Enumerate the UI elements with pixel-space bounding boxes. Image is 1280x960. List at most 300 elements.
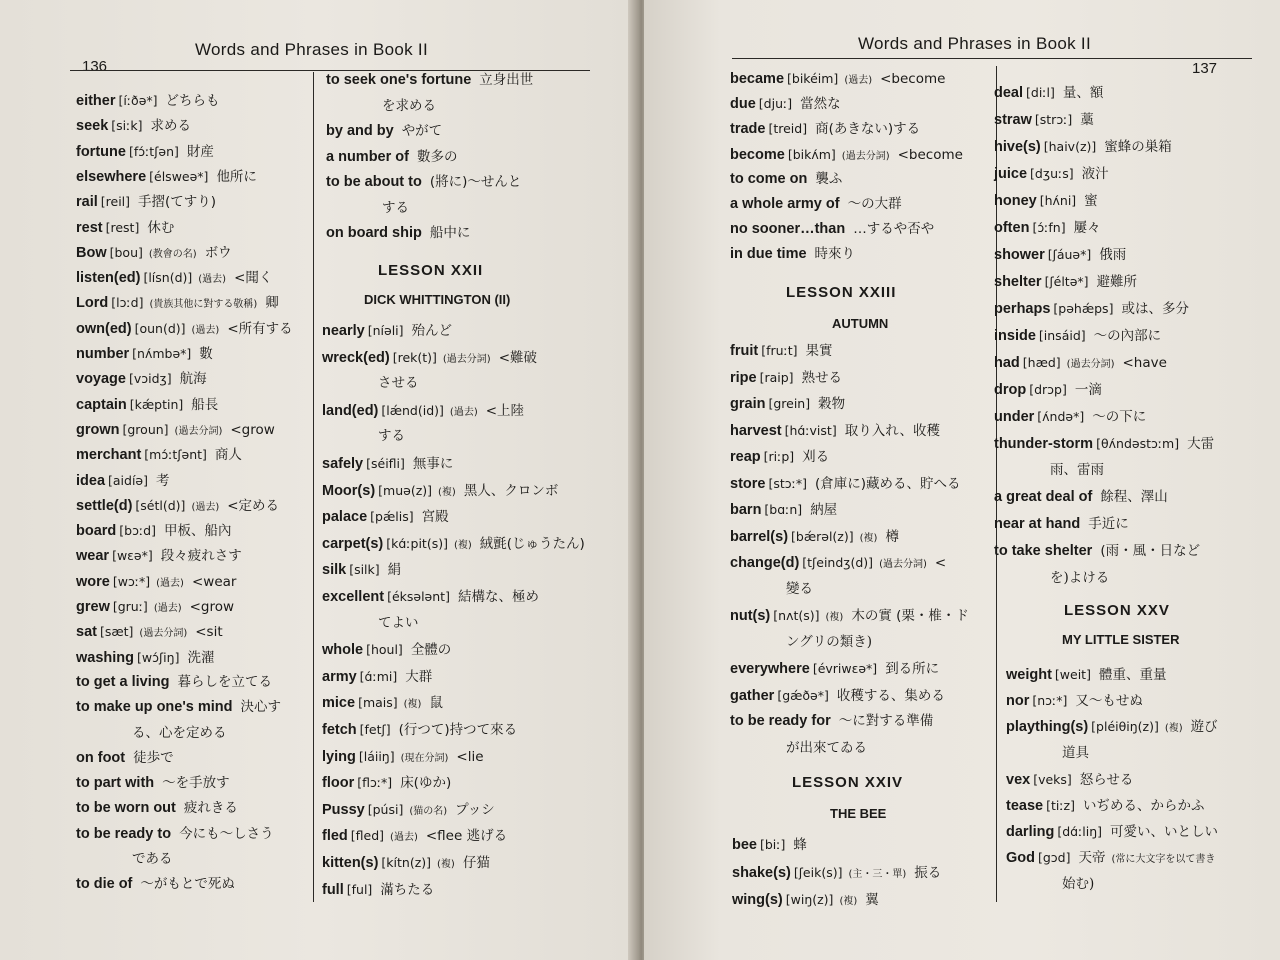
- entry-headword: kitten(s): [322, 855, 379, 871]
- entry-gloss: 避難所: [1096, 274, 1138, 290]
- glossary-entry: [76, 168, 257, 186]
- entry-gloss: 手摺(てすり): [138, 194, 217, 211]
- entry-headword: God: [1006, 850, 1035, 867]
- entry-gloss: 體重、重量: [1098, 667, 1167, 683]
- entry-pronunciation: [bǽrəl(z)]: [791, 528, 854, 544]
- glossary-entry: [994, 489, 1168, 506]
- glossary-entry: [994, 381, 1102, 399]
- entry-pronunciation: [wiŋ(z)]: [785, 892, 834, 907]
- entry-headword: carpet(s): [322, 535, 384, 552]
- entry-gloss: 〜の下に: [1092, 409, 1147, 425]
- entry-headword: deal: [994, 85, 1024, 101]
- glossary-entry: [1006, 718, 1218, 737]
- glossary-entry: [730, 607, 969, 626]
- entry-grammar-note: (過去): [153, 603, 182, 614]
- glossary-entry: [76, 421, 275, 440]
- entry-gloss: 徒歩で: [133, 749, 174, 766]
- entry-headword: to be worn out: [76, 800, 176, 817]
- entry-headword: palace: [322, 509, 368, 526]
- entry-gloss: 決心す: [240, 699, 282, 716]
- glossary-entry: [1006, 692, 1143, 710]
- entry-grammar-note: (複): [437, 859, 455, 870]
- entry-gloss: プッシ: [455, 801, 495, 818]
- glossary-entry: [76, 92, 220, 110]
- entry-headword: wreck(ed): [322, 349, 390, 366]
- entry-grammar-note: (複): [825, 612, 844, 623]
- entry-gloss: 大群: [405, 668, 433, 685]
- entry-pronunciation: [fɔ́ːtʃən]: [128, 143, 179, 159]
- entry-pronunciation: [dʒuːs]: [1030, 166, 1074, 181]
- entry-grammar-note: (過去): [191, 324, 220, 336]
- entry-gloss: 液汁: [1081, 166, 1109, 182]
- entry-pronunciation: [tiːz]: [1046, 798, 1075, 813]
- entry-grammar-note: (過去分詞): [841, 150, 890, 162]
- entry-gloss: 取り入れ、收穫: [844, 422, 941, 439]
- entry-headword: idea: [76, 472, 106, 489]
- glossary-entry: [76, 876, 235, 893]
- entry-pronunciation: [θʌ́ndəstɔːm]: [1096, 436, 1180, 451]
- entry-continuation: 道具: [1062, 744, 1089, 761]
- entry-grammar-note: (過去): [449, 406, 478, 418]
- glossary-entry: [322, 641, 451, 659]
- entry-pronunciation: [fled]: [350, 828, 385, 844]
- glossary-entry: [322, 854, 490, 873]
- entry-gloss: (雨・風・日など: [1100, 543, 1201, 559]
- entry-pronunciation: [dɑ́ːliŋ]: [1057, 824, 1103, 840]
- glossary-entry: [76, 446, 242, 464]
- glossary-entry: [730, 422, 940, 440]
- entry-headword: sat: [76, 624, 97, 641]
- entry-gloss: 宮殿: [421, 509, 449, 526]
- entry-headword: listen(ed): [76, 270, 141, 287]
- entry-pronunciation: [siːk]: [111, 118, 143, 134]
- entry-pronunciation: [évriwɛə*]: [812, 661, 878, 676]
- glossary-entry: [730, 196, 902, 213]
- glossary-entry: [326, 225, 470, 242]
- entry-grammar-note: (複): [839, 896, 858, 907]
- entry-headword: honey: [994, 193, 1037, 209]
- entry-headword: to die of: [76, 876, 133, 893]
- glossary-entry: [76, 219, 174, 237]
- entry-gloss: 俄雨: [1099, 247, 1127, 263]
- glossary-entry: [732, 864, 941, 883]
- glossary-entry: [730, 70, 945, 89]
- entry-gloss: 商人: [214, 447, 242, 464]
- glossary-entry: [76, 775, 230, 792]
- entry-gloss: 無事に: [412, 456, 454, 472]
- entry-headword: a great deal of: [994, 489, 1093, 505]
- entry-gloss: <聞く: [234, 270, 273, 287]
- entry-pronunciation: [séifli]: [366, 456, 405, 471]
- glossary-entry: [322, 774, 451, 792]
- header-rule: [732, 58, 1252, 59]
- entry-pronunciation: [púsi]: [367, 801, 404, 817]
- entry-headword: on foot: [76, 749, 126, 766]
- entry-gloss: 滿ちたる: [380, 881, 435, 898]
- entry-pronunciation: [tʃeindʒ(d)]: [802, 555, 874, 570]
- entry-gloss: 絨氈(じゅうたん): [479, 535, 585, 552]
- glossary-entry: [730, 120, 920, 138]
- entry-headword: juice: [994, 166, 1028, 182]
- entry-pronunciation: [diːl]: [1026, 85, 1055, 100]
- glossary-entry: [76, 547, 242, 565]
- entry-gloss: 商(あきない)する: [815, 121, 921, 138]
- glossary-entry: [322, 668, 432, 686]
- entry-pronunciation: [hɑ́ːvist]: [784, 422, 837, 438]
- entry-headword: nut(s): [730, 608, 771, 624]
- entry-continuation: てよい: [378, 614, 419, 631]
- entry-continuation: を求める: [382, 97, 436, 114]
- entry-headword: nearly: [322, 323, 365, 339]
- entry-pronunciation: [kítn(z)]: [381, 855, 432, 870]
- glossary-entry: [730, 660, 939, 678]
- glossary-entry: [730, 246, 855, 263]
- entry-headword: safely: [322, 456, 364, 472]
- entry-pronunciation: [djuː]: [758, 96, 793, 112]
- entry-headword: grain: [730, 396, 766, 412]
- glossary-entry: [76, 649, 214, 667]
- entry-pronunciation: [mais]: [358, 695, 398, 711]
- entry-grammar-note: (猫の名): [409, 805, 448, 817]
- entry-headword: shake(s): [732, 864, 791, 881]
- entry-headword: shelter: [994, 274, 1042, 290]
- entry-gloss: 到る所に: [885, 661, 940, 677]
- glossary-entry: [730, 95, 841, 113]
- running-head: Words and Phrases in Book II: [195, 40, 428, 59]
- entry-gloss: 〜を手放す: [162, 775, 230, 792]
- glossary-entry: [1006, 823, 1218, 841]
- entry-gloss: <sit: [195, 624, 223, 641]
- entry-continuation: する: [382, 199, 409, 216]
- glossary-entry: [730, 395, 845, 413]
- glossary-entry: [76, 522, 231, 540]
- glossary-entry: [994, 192, 1098, 210]
- entry-pronunciation: [ful]: [346, 881, 373, 897]
- entry-grammar-note: (複): [453, 539, 472, 551]
- entry-pronunciation: [wɛə*]: [112, 548, 153, 564]
- entry-headword: wing(s): [732, 892, 783, 908]
- glossary-entry: [994, 516, 1129, 533]
- entry-headword: to be ready to: [76, 825, 172, 842]
- entry-continuation: る、心を定める: [132, 724, 227, 741]
- entry-headword: everywhere: [730, 661, 810, 677]
- column-rule: [313, 72, 314, 902]
- glossary-entry: [994, 327, 1161, 345]
- glossary-entry: [730, 369, 842, 387]
- entry-gloss: <grow: [189, 599, 235, 615]
- entry-pronunciation: [stɔː*]: [768, 475, 807, 491]
- entry-grammar-note: (過去): [191, 501, 220, 513]
- glossary-entry: [994, 111, 1094, 129]
- entry-gloss: <: [934, 555, 947, 571]
- header-rule: [70, 70, 590, 71]
- entry-headword: own(ed): [76, 320, 132, 337]
- entry-pronunciation: [biː]: [760, 837, 786, 852]
- entry-headword: fortune: [76, 143, 126, 160]
- glossary-entry: [994, 543, 1200, 560]
- entry-headword: had: [994, 355, 1020, 371]
- glossary-entry: [322, 455, 453, 473]
- entry-headword: floor: [322, 775, 355, 792]
- page-number: 137: [1192, 60, 1218, 77]
- entry-headword: Moor(s): [322, 482, 376, 499]
- glossary-entry: [76, 244, 232, 263]
- glossary-entry: [326, 149, 457, 166]
- entry-pronunciation: [reil]: [100, 194, 131, 210]
- entry-pronunciation: [ɑ́ːmi]: [359, 668, 398, 684]
- entry-continuation: を)よける: [1050, 570, 1110, 586]
- entry-gloss: 蜂: [793, 837, 807, 853]
- entry-pronunciation: [raip]: [759, 369, 794, 385]
- entry-headword: fetch: [322, 722, 357, 738]
- entry-gloss: 〜がもとで死ぬ: [140, 876, 235, 893]
- page-number: 136: [82, 58, 108, 75]
- entry-pronunciation: [fetʃ]: [359, 722, 391, 737]
- entry-continuation: が出來てゐる: [786, 739, 867, 756]
- entry-pronunciation: [silk]: [349, 562, 380, 578]
- glossary-entry: [76, 573, 236, 592]
- glossary-entry: [322, 322, 452, 340]
- entry-gloss: …するや否や: [853, 221, 935, 238]
- glossary-entry: [730, 554, 946, 573]
- glossary-entry: [76, 143, 214, 161]
- entry-gloss: 暮らしを立てる: [177, 673, 272, 690]
- entry-headword: excellent: [322, 589, 385, 605]
- entry-headword: become: [730, 146, 785, 163]
- entry-headword: by and by: [326, 123, 394, 139]
- entry-headword: wore: [76, 573, 110, 590]
- glossary-entry: [730, 171, 842, 188]
- glossary-entry: [76, 598, 234, 617]
- entry-pronunciation: [lɔːd]: [111, 295, 144, 311]
- entry-pronunciation: [weit]: [1054, 667, 1091, 682]
- entry-pronunciation: [ʃeik(s)]: [793, 864, 843, 880]
- entry-headword: either: [76, 93, 116, 109]
- entry-headword: gather: [730, 687, 775, 704]
- entry-gloss: 求める: [150, 118, 191, 135]
- entry-pronunciation: [lísn(d)]: [143, 270, 193, 286]
- entry-gloss: <難破: [498, 349, 538, 366]
- lesson-title: THE BEE: [830, 806, 887, 821]
- lesson-title: DICK WHITTINGTON (II): [364, 292, 511, 307]
- glossary-entry: [76, 800, 238, 817]
- left-page: [0, 0, 636, 960]
- glossary-entry: [994, 300, 1189, 318]
- entry-headword: due: [730, 96, 756, 113]
- entry-gloss: 時來り: [814, 246, 856, 263]
- glossary-entry: [322, 694, 443, 713]
- entry-gloss: 木の實 (栗・椎・ド: [851, 608, 969, 624]
- entry-gloss: 數多の: [416, 148, 458, 165]
- entry-gloss: <become: [880, 71, 946, 87]
- entry-headword: barrel(s): [730, 528, 789, 545]
- entry-continuation: 雨、雷雨: [1050, 462, 1104, 478]
- entry-headword: to be about to: [326, 174, 422, 190]
- entry-gloss: <lie: [456, 748, 484, 765]
- lesson-heading: LESSON XXII: [378, 262, 484, 279]
- entry-pronunciation: [drɔp]: [1029, 382, 1067, 397]
- entry-gloss: (倉庫に)藏める、貯へる: [814, 475, 961, 492]
- entry-headword: to part with: [76, 775, 155, 792]
- glossary-entry: [994, 84, 1103, 102]
- entry-headword: captain: [76, 396, 127, 413]
- entry-headword: number: [76, 346, 130, 362]
- entry-gloss: 刈る: [802, 449, 830, 465]
- glossary-entry: [326, 123, 442, 140]
- entry-gloss: 全體の: [410, 642, 452, 659]
- entry-pronunciation: [gruː]: [112, 599, 148, 614]
- glossary-entry: [322, 482, 558, 501]
- entry-gloss: 殆んど: [411, 323, 453, 339]
- entry-headword: merchant: [76, 447, 142, 464]
- entry-gloss: 〜の大群: [847, 196, 902, 212]
- entry-gloss: 餘程、澤山: [1100, 489, 1168, 505]
- entry-grammar-note: (主・三・單): [848, 868, 907, 880]
- entry-headword: tease: [1006, 798, 1044, 814]
- entry-grammar-note: (複): [859, 532, 878, 544]
- entry-pronunciation: [ʃáuə*]: [1047, 247, 1092, 262]
- entry-continuation: させる: [378, 375, 419, 392]
- entry-pronunciation: [éksələnt]: [387, 589, 450, 604]
- entry-headword: washing: [76, 649, 135, 666]
- entry-headword: grown: [76, 421, 120, 438]
- entry-gloss: <定める: [227, 497, 280, 514]
- entry-pronunciation: [wɔː*]: [112, 573, 151, 589]
- entry-pronunciation: [haiv(z)]: [1043, 139, 1097, 154]
- entry-gloss: 果實: [805, 343, 833, 359]
- entry-gloss: 蜜蜂の巣箱: [1104, 139, 1172, 155]
- entry-gloss: 立身出世: [479, 72, 534, 88]
- glossary-entry: [994, 165, 1109, 183]
- entry-pronunciation: [bɔːd]: [119, 523, 156, 539]
- entry-headword: to seek one's fortune: [326, 72, 472, 88]
- entry-headword: elsewhere: [76, 168, 147, 185]
- entry-gloss: 〜に對する準備: [838, 713, 934, 729]
- glossary-entry: [730, 528, 899, 547]
- entry-gloss: やがて: [401, 123, 443, 139]
- entry-pronunciation: [íːðə*]: [118, 93, 158, 108]
- entry-gloss: 數: [199, 346, 213, 362]
- entry-pronunciation: [rek(t)]: [392, 349, 437, 365]
- entry-gloss: 〜の內部に: [1093, 328, 1162, 344]
- entry-headword: wear: [76, 548, 110, 565]
- entry-headword: darling: [1006, 824, 1055, 841]
- entry-pronunciation: [gɔd]: [1038, 850, 1071, 866]
- entry-grammar-note: (過去): [390, 832, 418, 844]
- entry-gloss: <上陸: [485, 402, 525, 419]
- glossary-entry: [76, 320, 293, 339]
- entry-pronunciation: [strɔː]: [1034, 112, 1073, 127]
- entry-headword: thunder-storm: [994, 436, 1094, 452]
- entry-headword: often: [994, 220, 1030, 236]
- entry-grammar-note: (常に大文字を以て書き: [1111, 854, 1216, 866]
- glossary-entry: [322, 561, 401, 579]
- glossary-entry: [994, 408, 1146, 426]
- entry-headword: silk: [322, 562, 347, 579]
- entry-headword: mice: [322, 695, 356, 712]
- entry-grammar-note: (現在分詞): [400, 752, 449, 764]
- entry-headword: reap: [730, 449, 761, 465]
- entry-grammar-note: (複): [438, 486, 456, 498]
- entry-gloss: 穀物: [818, 396, 846, 412]
- entry-headword: drop: [994, 382, 1027, 398]
- entry-gloss: いぢめる、からかふ: [1083, 798, 1205, 814]
- glossary-entry: [76, 269, 272, 288]
- entry-pronunciation: [riːp]: [763, 449, 795, 464]
- entry-pronunciation: [groun]: [122, 421, 169, 437]
- entry-headword: nor: [1006, 693, 1030, 710]
- entry-headword: to make up one's mind: [76, 699, 233, 716]
- entry-headword: army: [322, 668, 357, 685]
- glossary-entry: [322, 721, 517, 739]
- entry-headword: Bow: [76, 244, 107, 261]
- entry-gloss: どちらも: [165, 93, 220, 109]
- lesson-heading: LESSON XXIII: [786, 284, 897, 301]
- glossary-entry: [322, 535, 585, 554]
- entry-gloss: 樽: [885, 528, 899, 545]
- entry-gloss: 航海: [179, 371, 207, 388]
- entry-gloss: <所有する: [227, 320, 293, 337]
- glossary-entry: [322, 748, 484, 767]
- entry-headword: whole: [322, 642, 364, 659]
- glossary-entry: [730, 687, 945, 705]
- entry-headword: to be ready for: [730, 713, 831, 729]
- lesson-heading: LESSON XXIV: [792, 774, 904, 791]
- entry-gloss: 振る: [914, 864, 942, 881]
- entry-headword: grew: [76, 599, 110, 615]
- entry-pronunciation: [houl]: [366, 642, 403, 658]
- entry-headword: rail: [76, 194, 98, 211]
- entry-grammar-note: (過去): [156, 577, 184, 589]
- glossary-entry: [730, 221, 934, 238]
- glossary-entry: [322, 881, 434, 899]
- entry-pronunciation: [gǽðə*]: [777, 687, 829, 703]
- entry-pronunciation: [kɑ́ːpit(s)]: [386, 535, 448, 551]
- entry-headword: voyage: [76, 371, 126, 388]
- entry-gloss: 藁: [1080, 112, 1094, 128]
- entry-headword: seek: [76, 118, 109, 135]
- entry-gloss: 或は、多分: [1121, 301, 1189, 317]
- entry-pronunciation: [oun(d)]: [134, 320, 186, 336]
- glossary-entry: [76, 826, 274, 843]
- glossary-entry: [730, 713, 933, 730]
- entry-gloss: 蜜: [1084, 193, 1098, 209]
- glossary-entry: [322, 508, 449, 526]
- entry-gloss: 一滴: [1074, 382, 1102, 398]
- glossary-entry: [322, 402, 524, 421]
- entry-grammar-note: (複): [403, 699, 422, 711]
- entry-headword: land(ed): [322, 402, 379, 419]
- entry-headword: barn: [730, 502, 762, 518]
- glossary-entry: [1006, 771, 1133, 789]
- entry-headword: to take shelter: [994, 543, 1093, 559]
- entry-pronunciation: [bikʌ́m]: [787, 146, 836, 162]
- entry-gloss: 可愛い、いとしい: [1110, 824, 1219, 841]
- glossary-entry: [76, 674, 272, 691]
- entry-pronunciation: [nʌ́mbə*]: [132, 346, 192, 361]
- glossary-entry: [76, 472, 170, 490]
- entry-pronunciation: [nɔː*]: [1032, 693, 1068, 709]
- entry-gloss: 床(ゆか): [400, 775, 452, 792]
- entry-gloss: ボウ: [204, 244, 232, 261]
- glossary-entry: [76, 699, 281, 716]
- entry-gloss: 休む: [147, 219, 175, 236]
- entry-gloss: 財産: [186, 143, 214, 160]
- entry-gloss: 熟せる: [801, 369, 843, 386]
- glossary-entry: [76, 193, 216, 211]
- glossary-entry: [76, 497, 279, 516]
- entry-gloss: 翼: [865, 892, 879, 908]
